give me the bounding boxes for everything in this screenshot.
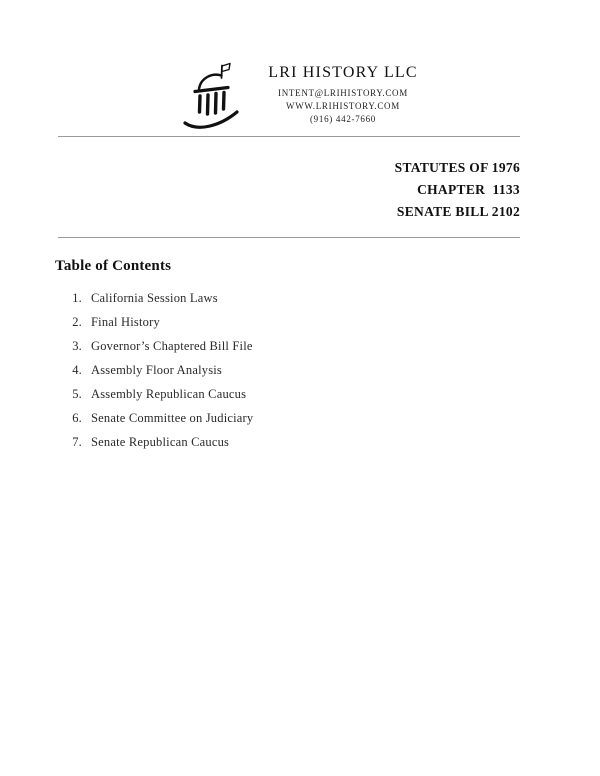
toc-item-number: 1. <box>72 291 82 305</box>
toc-item-number: 2. <box>72 315 82 329</box>
toc-item-number: 4. <box>72 363 82 377</box>
toc-item-number: 3. <box>72 339 82 353</box>
toc-item <box>66 315 600 330</box>
toc-item-label: Assembly Floor Analysis <box>91 363 222 377</box>
toc-item <box>66 387 600 402</box>
toc-item <box>66 363 600 378</box>
letterhead-text <box>268 60 418 126</box>
capitol-logo-icon <box>182 62 242 136</box>
toc-item-number: 6. <box>72 411 82 425</box>
toc-item-number: 7. <box>72 435 82 449</box>
toc-item-label: Senate Republican Caucus <box>91 435 230 449</box>
toc-list <box>0 291 600 450</box>
toc-item <box>66 339 600 354</box>
ref-line-chapter: CHAPTER 1133 <box>417 182 520 197</box>
company-email: INTENT@LRIHISTORY.COM <box>278 88 408 98</box>
ref-line-senate-bill: SENATE BILL 2102 <box>396 204 520 219</box>
toc-title: Table of Contents <box>55 258 172 274</box>
toc-item <box>66 291 600 306</box>
toc-item-label: Governor’s Chaptered Bill File <box>91 339 253 353</box>
letterhead <box>0 0 600 136</box>
toc-item <box>66 435 600 450</box>
toc-item-label: Assembly Republican Caucus <box>91 387 247 401</box>
company-website: WWW.LRIHISTORY.COM <box>286 101 400 111</box>
toc-item-label: Senate Committee on Judiciary <box>91 411 254 425</box>
company-name: LRI HISTORY LLC <box>268 64 418 81</box>
toc-item-number: 5. <box>72 387 82 401</box>
ref-line-statutes: STATUTES OF 1976 <box>394 160 520 175</box>
toc-item-label: Final History <box>91 315 160 329</box>
toc-item <box>66 411 600 426</box>
company-phone: (916) 442-7660 <box>309 114 377 124</box>
divider-bottom <box>58 237 520 238</box>
bill-reference-block <box>0 137 600 237</box>
toc-item-label: California Session Laws <box>91 291 218 305</box>
